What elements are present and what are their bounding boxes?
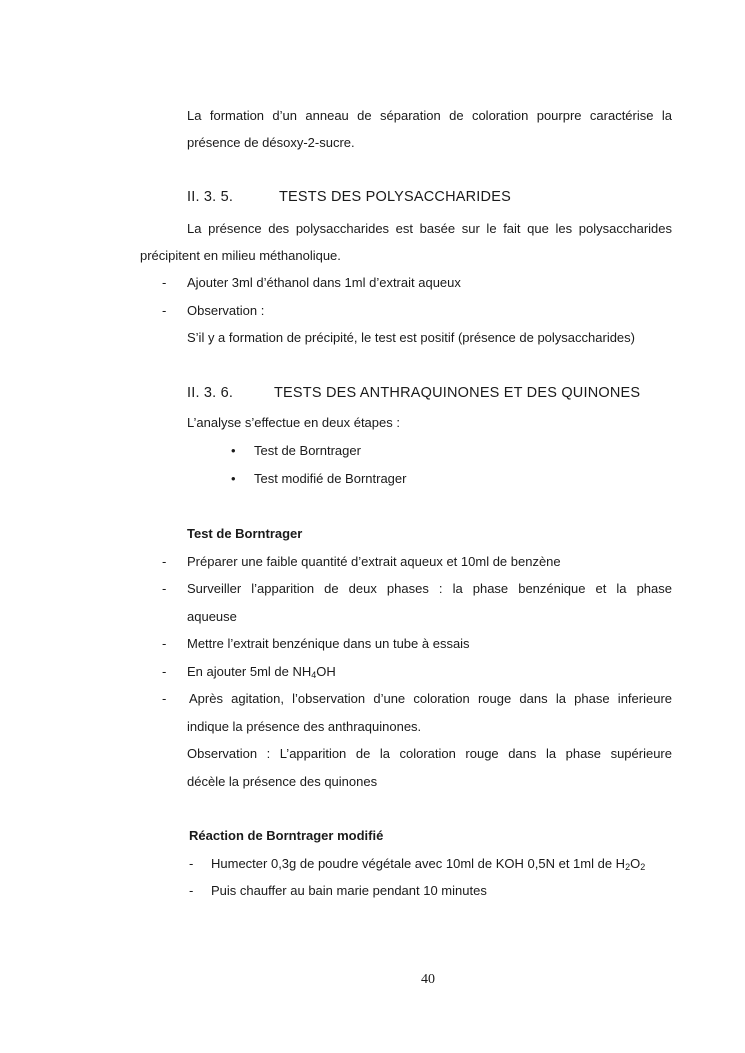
bullet-item-1: Test de Borntrager [254, 443, 361, 458]
dash-marker: - [162, 275, 167, 290]
intro-line-1: La formation d’un anneau de séparation de coloration pourpre caractérise la [187, 108, 672, 123]
dash-marker: - [162, 581, 167, 596]
step-4-suffix: OH [316, 664, 336, 679]
borntrager-observation-line-1: Observation : L’apparition de la coloration rouge dans la phase supérieure [187, 746, 672, 761]
dash-marker: - [162, 636, 167, 651]
borntrager-modified-step-2: Puis chauffer au bain marie pendant 10 minutes [211, 883, 487, 898]
step-1-prefix: Humecter 0,3g de poudre végétale avec 10ml de KOH 0,5N et 1ml de H [211, 856, 626, 871]
borntrager-step-4 [187, 664, 336, 680]
borntrager-modified-heading: Réaction de Borntrager modifié [189, 828, 384, 843]
page-number: 40 [421, 972, 435, 987]
subscript: 4 [311, 670, 317, 680]
polysaccharides-paragraph-line-1: La présence des polysaccharides est basée sur le fait que les polysaccharides [187, 221, 672, 236]
dash-marker: - [162, 303, 167, 318]
borntrager-observation-line-2: décèle la présence des quinones [187, 774, 378, 789]
borntrager-step-2-line-2: aqueuse [187, 609, 237, 624]
dash-marker: - [162, 691, 167, 706]
dash-marker: - [162, 554, 167, 569]
dash-marker: - [189, 856, 194, 871]
bullet-icon: • [231, 471, 236, 486]
bullet-item-2: Test modifié de Borntrager [254, 471, 407, 486]
borntrager-step-3: Mettre l’extrait benzénique dans un tube à essais [187, 636, 470, 651]
bullet-icon: • [231, 443, 236, 458]
dash-marker: - [189, 883, 194, 898]
section-heading-anthraquinones [187, 385, 640, 401]
borntrager-step-1: Préparer une faible quantité d’extrait aqueux et 10ml de benzène [187, 554, 561, 569]
polysaccharides-result: S’il y a formation de précipité, le test est positif (présence de polysaccharides) [187, 330, 635, 345]
borntrager-modified-step-1 [211, 856, 645, 872]
dash-marker: - [162, 664, 167, 679]
borntrager-step-5-line-1: Après agitation, l’observation d’une coloration rouge dans la phase inferieure [189, 691, 672, 706]
subscript: 2 [625, 862, 631, 872]
step-4-prefix: En ajouter 5ml de NH [187, 664, 312, 679]
borntrager-step-2-line-1: Surveiller l’apparition de deux phases : la phase benzénique et la phase [187, 581, 672, 596]
polysaccharides-step-1: Ajouter 3ml d’éthanol dans 1ml d’extrait aqueux [187, 275, 461, 290]
intro-line-2: présence de désoxy-2-sucre. [187, 135, 355, 150]
step-1-mid: O [630, 856, 641, 871]
section-title: TESTS DES POLYSACCHARIDES [279, 189, 511, 205]
borntrager-heading: Test de Borntrager [187, 526, 303, 541]
section-title: TESTS DES ANTHRAQUINONES ET DES QUINONES [274, 385, 641, 401]
borntrager-step-5-line-2: indique la présence des anthraquinones. [187, 719, 422, 734]
polysaccharides-paragraph-line-2: précipitent en milieu méthanolique. [140, 248, 341, 263]
subscript: 2 [640, 862, 646, 872]
section-heading-polysaccharides [187, 189, 511, 205]
section-number: II. 3. 6. [187, 385, 234, 401]
section-number: II. 3. 5. [187, 189, 234, 205]
anthraquinones-intro: L’analyse s’effectue en deux étapes : [187, 415, 400, 430]
polysaccharides-step-2: Observation : [187, 303, 265, 318]
